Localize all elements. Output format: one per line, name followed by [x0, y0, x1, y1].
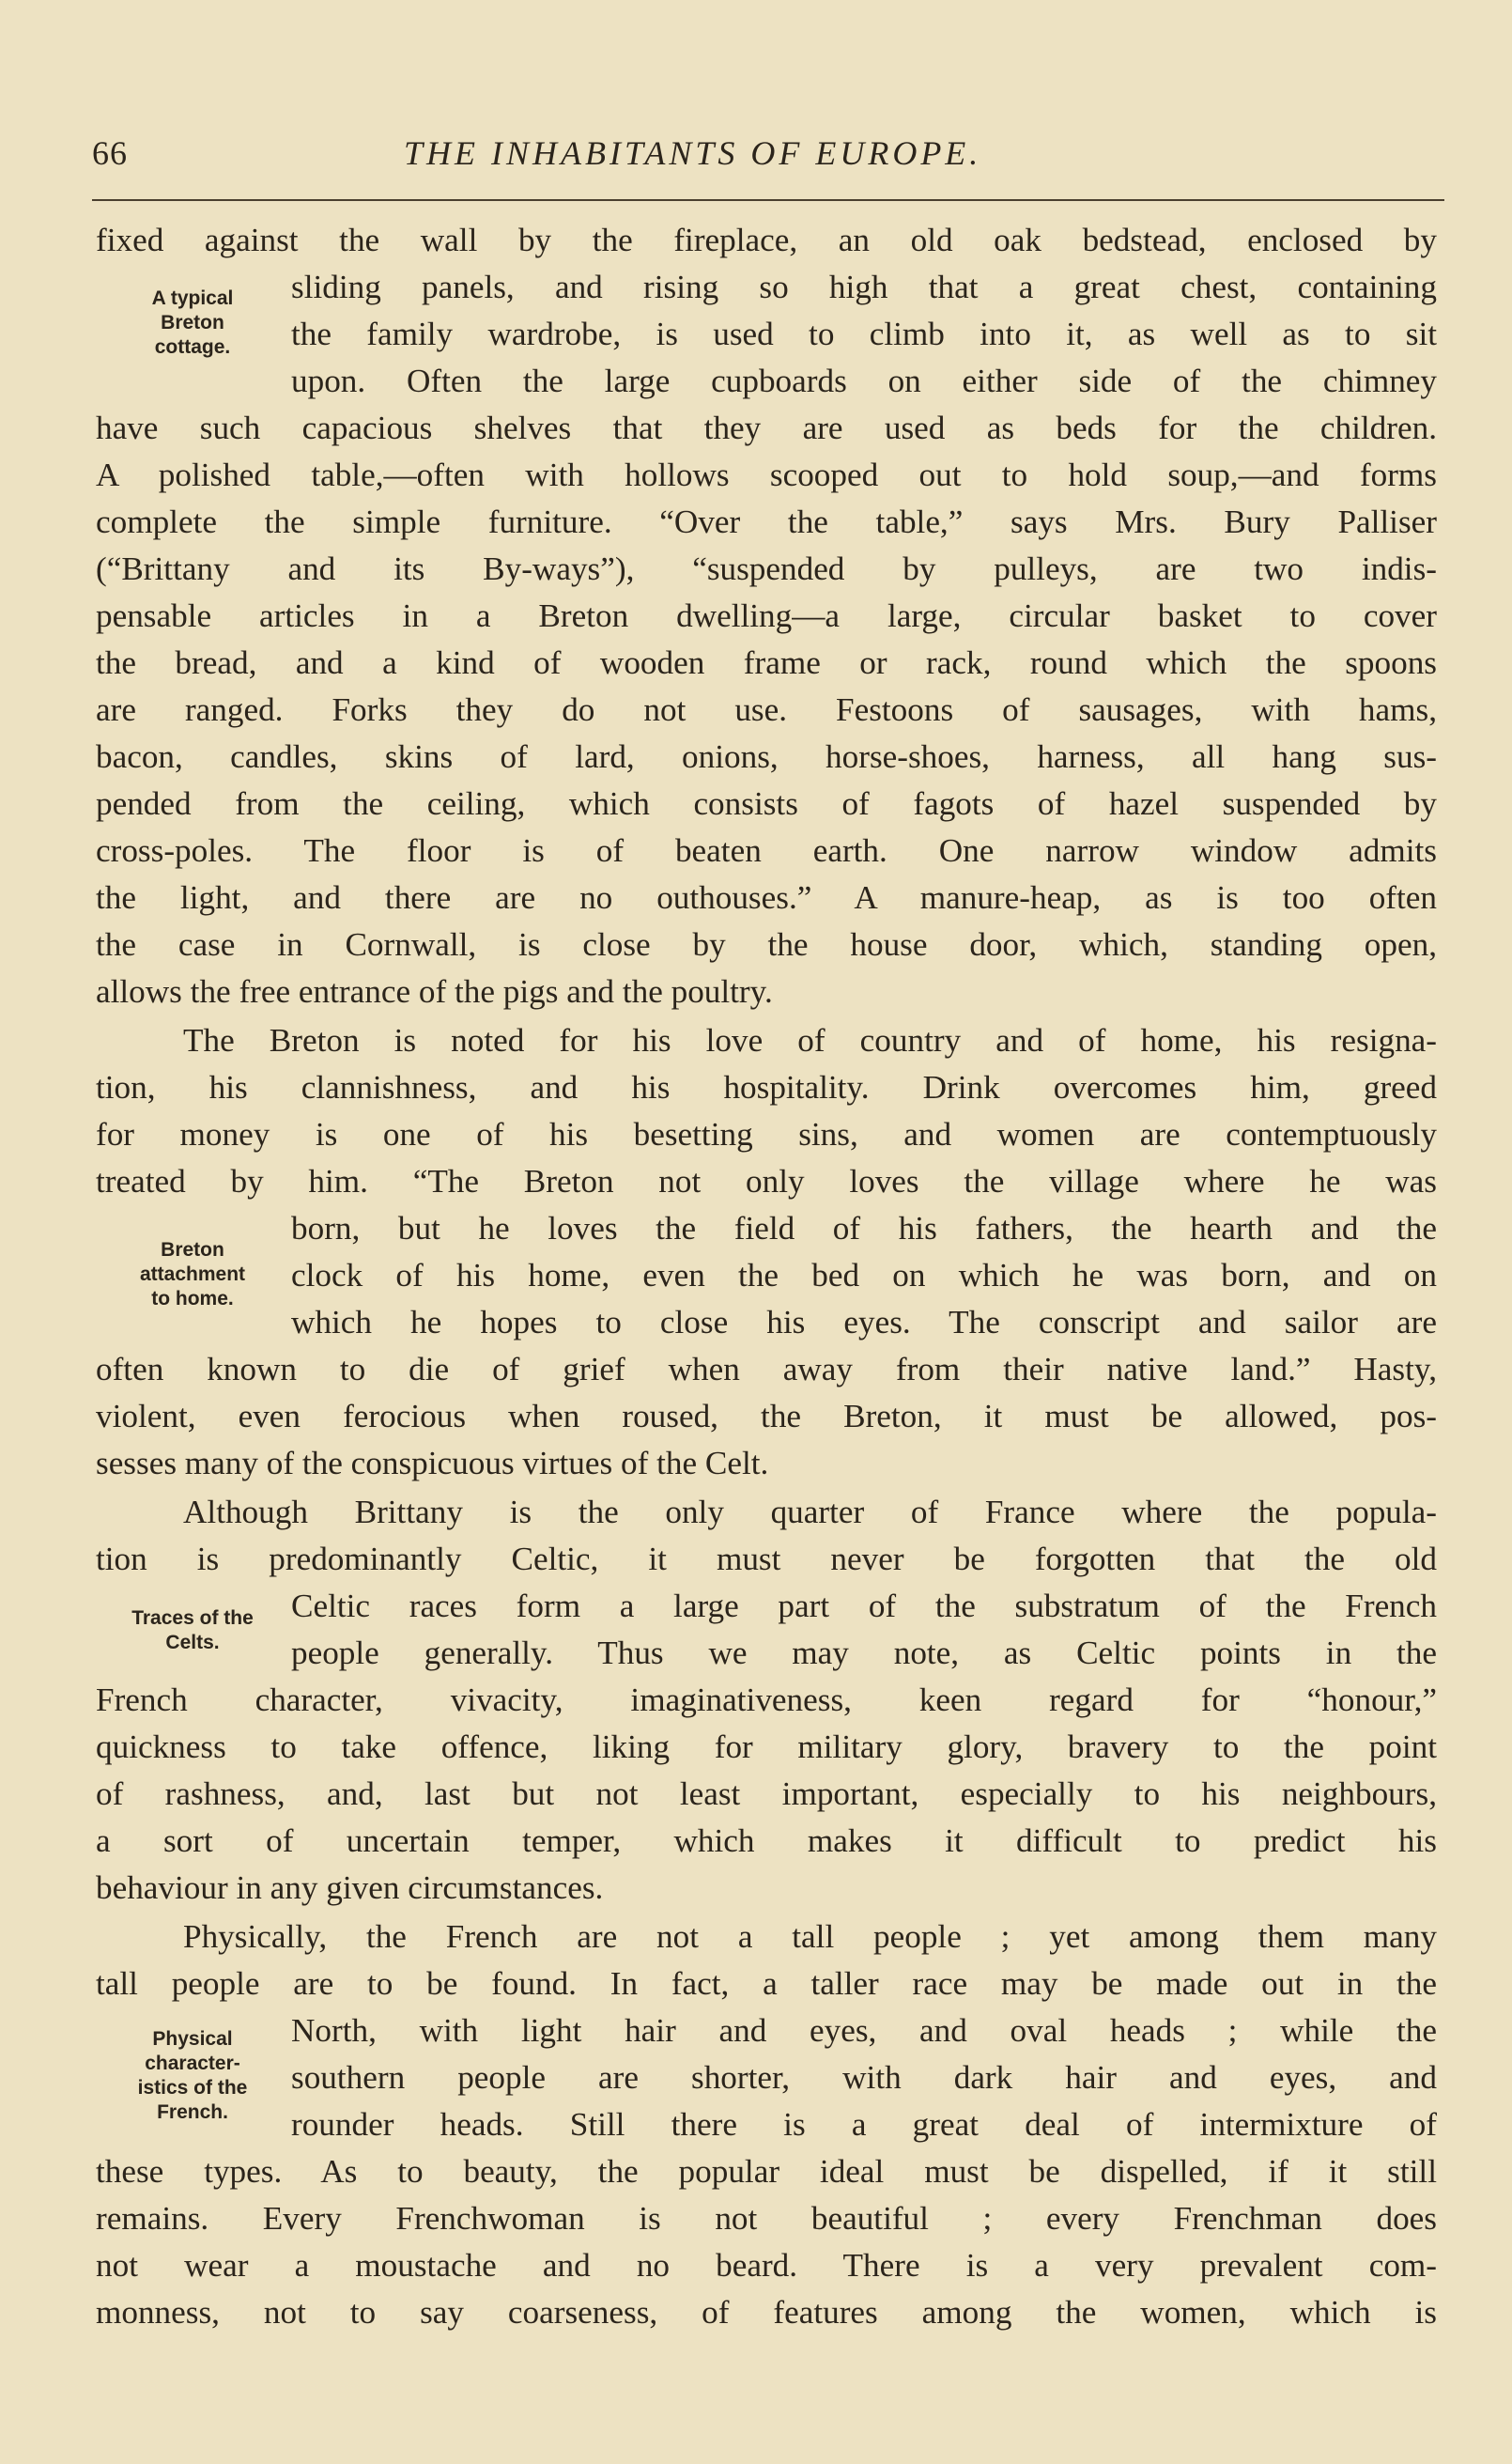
- text-line: quickness to take offence, liking for military glory, bravery to the point: [96, 1728, 1437, 1765]
- text-line: (“Brittany and its By-ways”), “suspended by pulleys, are two indis-: [96, 550, 1437, 587]
- sidenote-line: Breton: [161, 1239, 224, 1261]
- text-line: the bread, and a kind of wooden frame or rack, round which the spoons: [96, 644, 1437, 681]
- text-line: are ranged. Forks they do not use. Festoons of sausages, with hams,: [96, 691, 1437, 728]
- sidenote-physical-characteristics: [94, 2027, 291, 2125]
- text-line: for money is one of his besetting sins, and women are contemptuously: [96, 1116, 1437, 1153]
- sidenote-line: to home.: [151, 1288, 234, 1309]
- text-line: southern people are shorter, with dark hair and eyes, and: [291, 2059, 1437, 2096]
- text-line: bacon, candles, skins of lard, onions, horse-shoes, harness, all hang sus-: [96, 738, 1437, 775]
- text-line: sesses many of the conspicuous virtues of the Celt.: [96, 1445, 769, 1481]
- text-line: rounder heads. Still there is a great deal of intermixture of: [291, 2106, 1437, 2143]
- text-line: French character, vivacity, imaginativeness, keen regard for “honour,”: [96, 1681, 1437, 1718]
- page-number: 66: [92, 134, 128, 172]
- text-line: behaviour in any given circumstances.: [96, 1869, 604, 1906]
- text-line: Although Brittany is the only quarter of France where the popula-: [183, 1494, 1437, 1530]
- text-line: sliding panels, and rising so high that a great chest, containing: [291, 269, 1437, 305]
- header-rule: [92, 199, 1444, 201]
- text-line: which he hopes to close his eyes. The conscript and sailor are: [291, 1304, 1437, 1340]
- sidenote-line: A typical: [151, 287, 234, 309]
- sidenote-line: Traces of the: [131, 1607, 254, 1629]
- text-line: tion, his clannishness, and his hospitality. Drink overcomes him, greed: [96, 1069, 1437, 1106]
- sidenote-traces-of-celts: [94, 1606, 291, 1655]
- text-line: upon. Often the large cupboards on either side of the chimney: [291, 363, 1437, 399]
- text-line: the light, and there are no outhouses.” A manure-heap, as is too often: [96, 879, 1437, 916]
- text-line: Physically, the French are not a tall people ; yet among them many: [183, 1918, 1437, 1955]
- text-line: have such capacious shelves that they are used as beds for the children.: [96, 410, 1437, 446]
- text-line: clock of his home, even the bed on which he was born, and on: [291, 1257, 1437, 1294]
- text-line: The Breton is noted for his love of country and of home, his resigna-: [183, 1022, 1437, 1059]
- sidenote-breton-attachment: [94, 1238, 291, 1311]
- sidenote-typical-breton-cottage: [94, 287, 291, 360]
- sidenote-line: cottage.: [154, 336, 231, 358]
- sidenote-line: istics of the: [137, 2077, 248, 2099]
- text-line: a sort of uncertain temper, which makes it difficult to predict his: [96, 1822, 1437, 1859]
- text-line: complete the simple furniture. “Over the table,” says Mrs. Bury Palliser: [96, 504, 1437, 540]
- text-line: monness, not to say coarseness, of features among the women, which is: [96, 2294, 1437, 2331]
- sidenote-line: French.: [157, 2101, 228, 2123]
- text-line: violent, even ferocious when roused, the Breton, it must be allowed, pos-: [96, 1398, 1437, 1434]
- text-line: born, but he loves the field of his fathers, the hearth and the: [291, 1210, 1437, 1247]
- sidenote-line: attachment: [139, 1263, 246, 1285]
- text-line: treated by him. “The Breton not only loves the village where he was: [96, 1163, 1437, 1200]
- text-line: people generally. Thus we may note, as Celtic points in the: [291, 1635, 1437, 1671]
- sidenote-line: Breton: [161, 312, 224, 333]
- text-line: fixed against the wall by the fireplace, an old oak bedstead, enclosed by: [96, 222, 1437, 258]
- text-line: remains. Every Frenchwoman is not beautiful ; every Frenchman does: [96, 2200, 1437, 2237]
- text-line: pended from the ceiling, which consists of fagots of hazel suspended by: [96, 785, 1437, 822]
- text-line: these types. As to beauty, the popular ideal must be dispelled, if it still: [96, 2153, 1437, 2190]
- sidenote-line: Physical: [152, 2028, 233, 2050]
- sidenote-line: character-: [145, 2053, 240, 2074]
- text-line: the family wardrobe, is used to climb into it, as well as to sit: [291, 316, 1437, 352]
- text-line: allows the free entrance of the pigs and the poultry.: [96, 973, 773, 1010]
- text-line: the case in Cornwall, is close by the house door, which, standing open,: [96, 926, 1437, 963]
- text-line: tall people are to be found. In fact, a taller race may be made out in the: [96, 1965, 1437, 2002]
- text-line: A polished table,—often with hollows scooped out to hold soup,—and forms: [96, 457, 1437, 493]
- text-line: of rashness, and, last but not least important, especially to his neighbours,: [96, 1775, 1437, 1812]
- text-line: not wear a moustache and no beard. There is a very prevalent com-: [96, 2247, 1437, 2284]
- text-line: North, with light hair and eyes, and oval heads ; while the: [291, 2012, 1437, 2049]
- text-line: cross-poles. The floor is of beaten earth. One narrow window admits: [96, 832, 1437, 869]
- sidenote-line: Celts.: [165, 1632, 220, 1653]
- text-line: often known to die of grief when away from their native land.” Hasty,: [96, 1351, 1437, 1387]
- text-line: pensable articles in a Breton dwelling—a large, circular basket to cover: [96, 597, 1437, 634]
- text-line: Celtic races form a large part of the substratum of the French: [291, 1588, 1437, 1624]
- text-line: tion is predominantly Celtic, it must never be forgotten that the old: [96, 1541, 1437, 1577]
- running-title: THE INHABITANTS OF EUROPE.: [404, 134, 982, 172]
